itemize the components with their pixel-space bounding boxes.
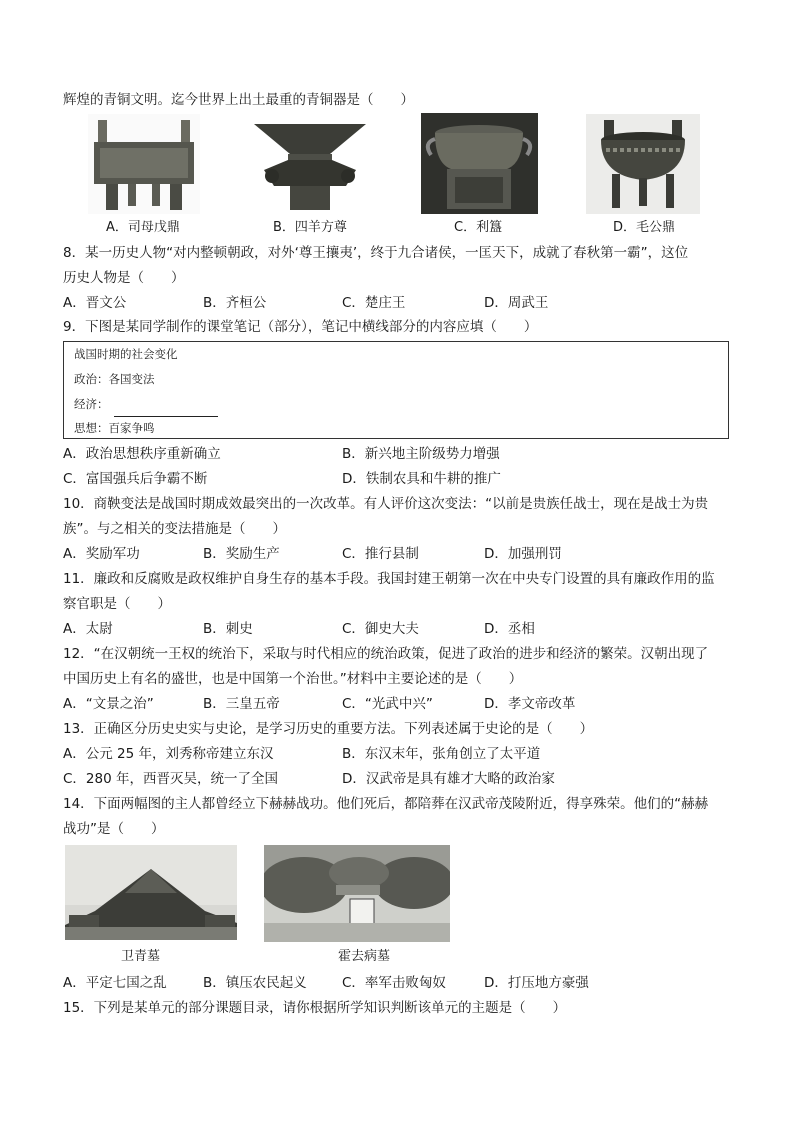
li-gui-image — [421, 113, 538, 214]
q13-option-a: A．公元 25 年，刘秀称帝建立东汉 — [63, 746, 274, 762]
note-politics: 政治：各国变法 — [74, 372, 155, 386]
q14-option-c: C．率军击败匈奴 — [342, 975, 446, 991]
q7-stem: 辉煌的青铜文明。迄今世界上出土最重的青铜器是（ ） — [63, 92, 414, 108]
q10-option-d: D．加强刑罚 — [484, 546, 562, 562]
q13-option-b: B．东汉末年，张角创立了太平道 — [342, 746, 541, 762]
q7-option-a: A．司母戊鼎 — [106, 220, 180, 235]
q8-stem-line2: 历史人物是（ ） — [63, 270, 185, 286]
note-title: 战国时期的社会变化 — [74, 347, 178, 361]
q12-option-d: D．孝文帝改革 — [484, 696, 576, 712]
q13-option-c: C．280 年，西晋灭吴，统一了全国 — [63, 771, 278, 787]
maogong-ding-image — [586, 114, 700, 214]
q15-stem: 15．下列是某单元的部分课题目录，请你根据所学知识判断该单元的主题是（ ） — [63, 1000, 567, 1016]
q11-option-c: C．御史大夫 — [342, 621, 419, 637]
q9-option-b: B．新兴地主阶级势力增强 — [342, 446, 500, 462]
q12-stem-line2: 中国历史上有名的盛世，也是中国第一个治世。”材料中主要论述的是（ ） — [63, 671, 523, 687]
note-economy: 经济： — [74, 397, 109, 411]
q11-stem-line2: 察官职是（ ） — [63, 596, 171, 612]
q12-option-a: A．“文景之治” — [63, 696, 154, 712]
q7-option-c: C．利簋 — [454, 220, 503, 235]
q14-stem-line1: 14．下面两幅图的主人都曾经立下赫赫战功。他们死后，都陪葬在汉武帝茂陵附近，得享殊荣。他们的“赫赫 — [63, 796, 709, 812]
q14-option-a: A．平定七国之乱 — [63, 975, 167, 991]
weiqing-tomb-caption: 卫青墓 — [121, 949, 161, 964]
q12-option-c: C．“光武中兴” — [342, 696, 433, 712]
note-thought: 思想：百家争鸣 — [74, 421, 155, 435]
q11-stem-line1: 11．廉政和反腐败是政权维护自身生存的基本手段。我国封建王朝第一次在中央专门设置的具有廉政作用的监 — [63, 571, 715, 587]
q8-option-a: A．晋文公 — [63, 295, 127, 311]
q7-option-d: D．毛公鼎 — [613, 220, 676, 235]
q13-option-d: D．汉武帝是具有雄才大略的政治家 — [342, 771, 555, 787]
note-economy-blank — [114, 416, 218, 417]
simuwu-ding-image — [88, 114, 200, 214]
q11-option-d: D．丞相 — [484, 621, 535, 637]
q14-option-b: B．镇压农民起义 — [203, 975, 307, 991]
q10-stem-line2: 族”。与之相关的变法措施是（ ） — [63, 521, 286, 537]
huoqubing-tomb-image — [264, 845, 450, 942]
q10-option-c: C．推行县制 — [342, 546, 419, 562]
q8-stem-line1: 8．某一历史人物“对内整顿朝政，对外‘尊王攘夷’，终于九合诸侯，一匡天下，成就了春秋第一霸”，这位 — [63, 245, 689, 261]
q10-option-b: B．奖励生产 — [203, 546, 280, 562]
q10-option-a: A．奖励军功 — [63, 546, 140, 562]
q8-option-d: D．周武王 — [484, 295, 549, 311]
q14-stem-line2: 战功”是（ ） — [63, 821, 165, 837]
q13-stem: 13．正确区分历史史实与史论，是学习历史的重要方法。下列表述属于史论的是（ ） — [63, 721, 594, 737]
q12-option-b: B．三皇五帝 — [203, 696, 280, 712]
weiqing-tomb-image — [65, 845, 237, 940]
q11-option-b: B．刺史 — [203, 621, 253, 637]
q11-option-a: A．太尉 — [63, 621, 113, 637]
huoqubing-tomb-caption: 霍去病墓 — [338, 949, 391, 964]
q9-stem: 9．下图是某同学制作的课堂笔记（部分），笔记中横线部分的内容应填（ ） — [63, 319, 538, 335]
q14-option-d: D．打压地方豪强 — [484, 975, 589, 991]
q9-option-d: D．铁制农具和牛耕的推广 — [342, 471, 501, 487]
siyang-fangzun-image — [250, 118, 370, 214]
q9-option-a: A．政治思想秩序重新确立 — [63, 446, 221, 462]
q12-stem-line1: 12．“在汉朝统一王权的统治下，采取与时代相应的统治政策，促进了政治的进步和经济的繁荣。汉朝出现了 — [63, 646, 709, 662]
class-note-box — [63, 341, 729, 439]
q8-option-c: C．楚庄王 — [342, 295, 406, 311]
q9-option-c: C．富国强兵后争霸不断 — [63, 471, 208, 487]
q7-option-b: B．四羊方尊 — [273, 220, 347, 235]
q8-option-b: B．齐桓公 — [203, 295, 267, 311]
q10-stem-line1: 10．商鞅变法是战国时期成效最突出的一次改革。有人评价这次变法：“以前是贵族任战士，现在是战士为贵 — [63, 496, 709, 512]
